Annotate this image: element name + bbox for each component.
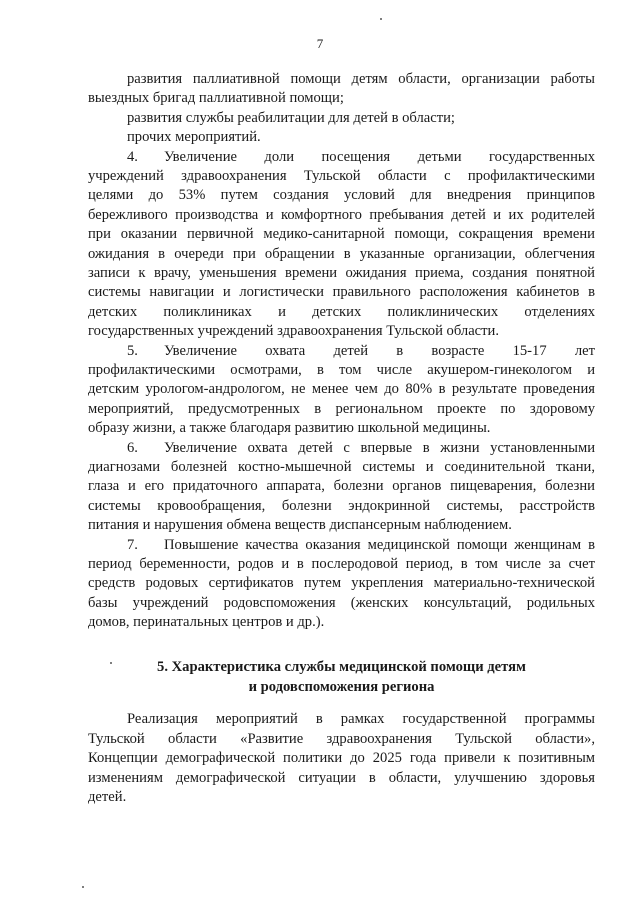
page-number: 7 — [316, 36, 324, 51]
scan-speck — [82, 886, 84, 888]
line-text: период беременности, родов и в послеродовой период, в том числе за счет — [88, 556, 595, 572]
line-text: глаза и его придаточного аппарата, болезни органов пищеварения, болезни — [88, 478, 595, 495]
line-text: государственных учреждений здравоохранения Тульской области. — [88, 323, 499, 340]
text-line — [127, 70, 595, 89]
text-line — [88, 749, 595, 768]
text-line — [88, 458, 595, 477]
line-text: детских поликлиниках и детских поликлинических отделениях — [88, 303, 595, 320]
text-line — [127, 109, 595, 128]
text-line — [88, 89, 595, 108]
line-text: целями до 53% путем создания условий для внедрения принципов — [88, 187, 595, 204]
item-number: 4. — [127, 148, 138, 165]
line-text: записи к врачу, уменьшения времени ожидания приема, создания понятной — [88, 265, 595, 281]
line-text: Реализация мероприятий в рамках государственной программы — [127, 711, 595, 727]
line-text: выездных бригад паллиативной помощи; — [88, 90, 344, 107]
text-line — [88, 225, 595, 244]
text-line — [88, 245, 595, 264]
line-text: Увеличение доли посещения детьми государственных — [164, 148, 595, 165]
text-line — [88, 477, 595, 496]
text-line — [88, 613, 595, 632]
text-line — [88, 419, 595, 438]
text-line — [88, 788, 595, 807]
line-text: профилактическими осмотрами, в том числе акушером-гинекологом и — [88, 362, 595, 378]
scan-speck — [380, 18, 382, 20]
line-text: Концепции демографической политики до 2025 года привели к позитивным — [88, 750, 595, 766]
text-line — [88, 516, 595, 535]
text-line — [88, 574, 595, 593]
line-text: диагнозами болезней костно-мышечной системы и соединительной ткани, — [88, 459, 595, 475]
text-line — [88, 186, 595, 205]
line-text: Повышение качества оказания медицинской помощи женщинам в — [164, 536, 595, 553]
text-line — [88, 769, 595, 788]
section-heading-line-1: 5. Характеристика службы медицинской помощи детям — [157, 659, 526, 675]
line-text: мероприятий, предусмотренных в региональном проекте по здоровому — [88, 400, 595, 417]
text-line — [127, 128, 595, 147]
line-text: домов, перинатальных центров и др.). — [88, 614, 325, 631]
line-text: системы навигации и логистически правильного расположения кабинетов в — [88, 284, 595, 301]
line-text: детей. — [88, 789, 127, 805]
text-line — [88, 400, 595, 419]
text-line — [127, 439, 595, 458]
line-text: средств родовых сертификатов путем укрепления материально-технической — [88, 575, 595, 592]
line-text: Тульской области «Развитие здравоохранения Тульской области», — [88, 730, 595, 747]
text-line — [88, 380, 595, 399]
line-text: развития службы реабилитации для детей в области; — [127, 109, 455, 126]
line-text: ожидания в очереди при обращении в указанные организации, облегчения — [88, 245, 595, 262]
line-text: бережливого производства и комфортного пребывания детей и их родителей — [88, 206, 595, 223]
text-line — [88, 206, 595, 225]
line-text: базы учреждений родовспоможения (женских консультаций, родильных — [88, 594, 595, 611]
text-line — [127, 342, 595, 361]
text-line — [88, 303, 595, 322]
line-text: Увеличение охвата детей в возрасте 15-17 лет — [164, 342, 595, 359]
line-text: системы кровообращения, болезни эндокринной системы, расстройств — [88, 497, 595, 514]
text-line — [88, 264, 595, 283]
section-heading-line-2: и родовспоможения региона — [248, 679, 435, 695]
item-number: 6. — [127, 439, 138, 456]
line-text: питания и нарушения обмена веществ диспансерным наблюдением. — [88, 517, 512, 534]
item-number: 5. — [127, 342, 138, 359]
text-line — [88, 497, 595, 516]
line-text: детским урологом-андрологом, не менее чем до 80% в результате проведения — [88, 381, 595, 398]
item-number: 7. — [127, 536, 138, 553]
text-line — [88, 283, 595, 302]
text-line — [88, 730, 595, 749]
line-text: прочих мероприятий. — [127, 129, 261, 146]
line-text: Увеличение охвата детей с впервые в жизни установленными — [164, 439, 595, 456]
text-line — [88, 322, 595, 341]
line-text: изменениям демографической ситуации в области, улучшению здоровья — [88, 769, 595, 786]
text-line — [88, 167, 595, 186]
text-line — [127, 536, 595, 555]
line-text: при оказании первичной медико-санитарной помощи, сокращения времени — [88, 226, 595, 243]
text-line — [88, 555, 595, 574]
text-line — [88, 594, 595, 613]
line-text: образу жизни, а также благодаря развитию школьной медицины. — [88, 420, 491, 437]
text-line — [88, 361, 595, 380]
text-line — [127, 710, 595, 729]
line-text: учреждений здравоохранения Тульской области с профилактическими — [88, 168, 595, 184]
line-text: развития паллиативной помощи детям области, организации работы — [127, 71, 595, 87]
text-line — [127, 148, 595, 167]
